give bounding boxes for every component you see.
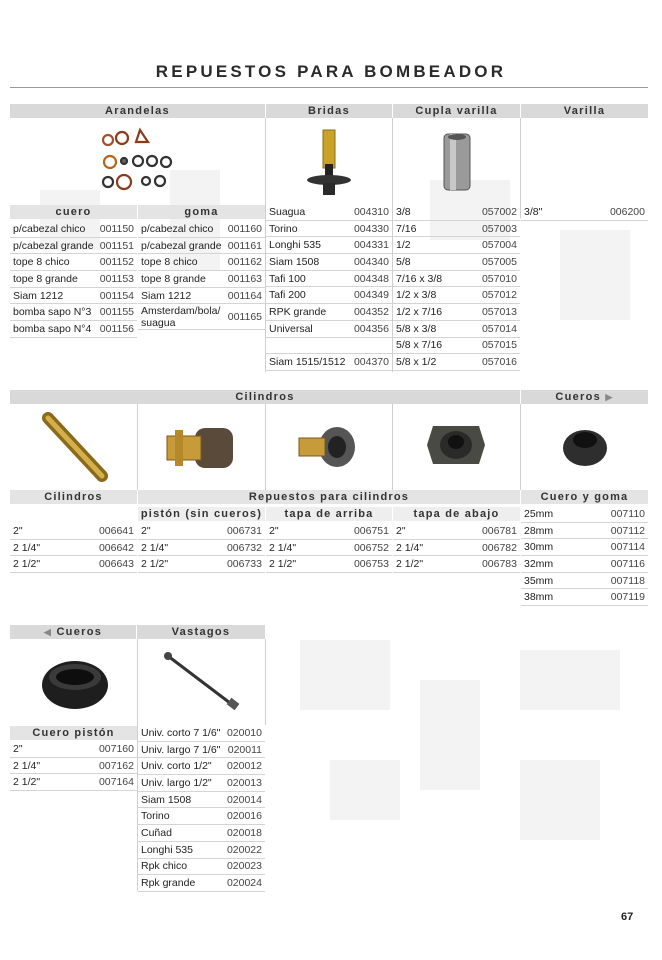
list-item: 2" 006781 (393, 523, 520, 540)
list-item: p/cabezal chico 001150 (10, 221, 137, 238)
list-item: Tafi 200 004349 (266, 287, 392, 304)
list-item: tope 8 grande 001153 (10, 271, 137, 288)
list-item: 2" 006751 (266, 523, 392, 540)
list-item: 25mm 007110 (521, 506, 648, 523)
header-arandelas: Arandelas (10, 104, 266, 118)
cuero-goma-list (521, 506, 648, 606)
cupla-varilla-image (440, 132, 474, 192)
column-divider (392, 404, 393, 490)
subheader-goma: goma (138, 205, 265, 219)
cupla-varilla-list (393, 204, 520, 371)
page-number: 67 (621, 911, 634, 923)
list-item: Rpk grande 020024 (138, 875, 265, 892)
varilla-list (521, 204, 648, 221)
triangle-left-icon: ◀ (43, 627, 53, 637)
list-item: 2 1/2" 006643 (10, 556, 137, 573)
list-item: 2 1/2" 007164 (10, 774, 137, 791)
subheader-cuero-goma: Cuero y goma (521, 490, 648, 504)
header-vastagos: Vastagos (137, 625, 265, 639)
list-item: 5/8 x 1/2 057016 (393, 354, 520, 371)
subheader-tapa-arriba: tapa de arriba (266, 507, 392, 521)
list-item: tope 8 chico 001162 (138, 254, 265, 271)
list-item: RPK grande 004352 (266, 304, 392, 321)
list-item: 5/8 x 7/16 057015 (393, 338, 520, 355)
list-item: 28mm 007112 (521, 523, 648, 540)
list-item: 2 1/4" 006732 (138, 540, 265, 557)
title-divider (10, 87, 648, 88)
goma-list (138, 221, 265, 330)
list-item: p/cabezal chico 001160 (138, 221, 265, 238)
list-item: p/cabezal grande 001151 (10, 238, 137, 255)
list-item: tope 8 grande 001163 (138, 271, 265, 288)
tapa-arriba-list (266, 523, 392, 573)
column-divider (265, 404, 266, 490)
list-item: Cuñad 020018 (138, 825, 265, 842)
list-item: 38mm 007119 (521, 589, 648, 606)
list-item: Univ. largo 7 1/6" 020011 (138, 742, 265, 759)
list-item: Longhi 535 020022 (138, 842, 265, 859)
column-divider (265, 639, 266, 725)
list-item: 2 1/4" 007162 (10, 758, 137, 775)
column-divider (520, 118, 521, 218)
cuero-goma-image (560, 420, 610, 470)
list-item: Rpk chico 020023 (138, 859, 265, 876)
bridas-list (266, 204, 392, 371)
list-item: 5/8 x 3/8 057014 (393, 321, 520, 338)
cilindro-image (40, 412, 110, 482)
cuero-piston-image (40, 655, 110, 713)
list-item: Siam 1508 020014 (138, 792, 265, 809)
triangle-right-icon: ▶ (605, 392, 614, 402)
list-item: Suagua 004310 (266, 204, 392, 221)
list-item: 2 1/2" 006733 (138, 556, 265, 573)
list-item: 1/2 x 7/16 057013 (393, 304, 520, 321)
list-item: bomba sapo N°4 001156 (10, 321, 137, 338)
list-item: 2 1/4" 006752 (266, 540, 392, 557)
list-item: 2" 006641 (10, 523, 137, 540)
list-item: Univ. corto 1/2" 020012 (138, 758, 265, 775)
list-item: 2 1/4" 006782 (393, 540, 520, 557)
bridas-image (305, 128, 355, 198)
list-item: 2" 006731 (138, 523, 265, 540)
subheader-cuero-piston: Cuero pistón (10, 726, 137, 740)
column-divider (520, 404, 521, 490)
list-item: tope 8 chico 001152 (10, 254, 137, 271)
piston-list (138, 523, 265, 573)
subheader-repuestos: Repuestos para cilindros (138, 490, 520, 504)
header-cupla-varilla: Cupla varilla (393, 104, 521, 118)
list-item: Tafi 100 004348 (266, 271, 392, 288)
list-item: p/cabezal grande 001161 (138, 238, 265, 255)
list-item: Universal 004356 (266, 321, 392, 338)
subheader-piston: pistón (sin cueros) (138, 507, 265, 521)
subheader-cilindros: Cilindros (10, 490, 137, 504)
list-item: 1/2 x 3/8 057012 (393, 287, 520, 304)
list-item: 2" 007160 (10, 741, 137, 758)
list-item: Univ. corto 7 1/6" 020010 (138, 725, 265, 742)
list-item: 2 1/2" 006753 (266, 556, 392, 573)
cilindros-list (10, 523, 137, 573)
list-item: 35mm 007118 (521, 573, 648, 590)
header-bridas: Bridas (266, 104, 393, 118)
column-divider (137, 404, 138, 490)
list-item: Longhi 535 004331 (266, 237, 392, 254)
tapa-abajo-image (423, 412, 489, 478)
list-item: 5/8 057005 (393, 254, 520, 271)
piston-image (165, 420, 237, 475)
header-cueros: Cueros ▶ (521, 390, 648, 404)
cuero-piston-list (10, 741, 137, 791)
vastagos-list (138, 725, 265, 892)
header-cilindros: Cilindros (10, 390, 521, 404)
list-item: 2 1/2" 006783 (393, 556, 520, 573)
header-cueros-left: ◀ Cueros (10, 625, 137, 639)
vastago-image (162, 650, 242, 712)
list-item: Amsterdam/bola/ suagua 001165 (138, 304, 265, 330)
tapa-arriba-image (295, 422, 357, 472)
list-item: Siam 1508 004340 (266, 254, 392, 271)
subheader-tapa-abajo: tapa de abajo (393, 507, 520, 521)
list-item: 1/2 057004 (393, 237, 520, 254)
list-item: Siam 1515/1512 004370 (266, 354, 392, 371)
header-varilla: Varilla (521, 104, 648, 118)
list-item: 32mm 007116 (521, 556, 648, 573)
list-item: 2 1/4" 006642 (10, 540, 137, 557)
list-item: Siam 1212 001154 (10, 288, 137, 305)
list-item: Torino 020016 (138, 808, 265, 825)
list-item: 3/8 057002 (393, 204, 520, 221)
list-item: 7/16 x 3/8 057010 (393, 271, 520, 288)
list-item: Univ. largo 1/2" 020013 (138, 775, 265, 792)
list-item: 7/16 057003 (393, 221, 520, 238)
tapa-abajo-list (393, 523, 520, 573)
arandelas-image (96, 126, 186, 194)
page-title: REPUESTOS PARA BOMBEADOR (155, 62, 507, 81)
list-item: Torino 004330 (266, 221, 392, 238)
list-item: 30mm 007114 (521, 539, 648, 556)
subheader-cuero: cuero (10, 205, 137, 219)
list-item: 3/8" 006200 (521, 204, 648, 221)
cuero-list (10, 221, 137, 338)
list-item: Siam 1212 001164 (138, 288, 265, 305)
list-item (266, 338, 392, 355)
list-item: bomba sapo N°3 001155 (10, 304, 137, 321)
